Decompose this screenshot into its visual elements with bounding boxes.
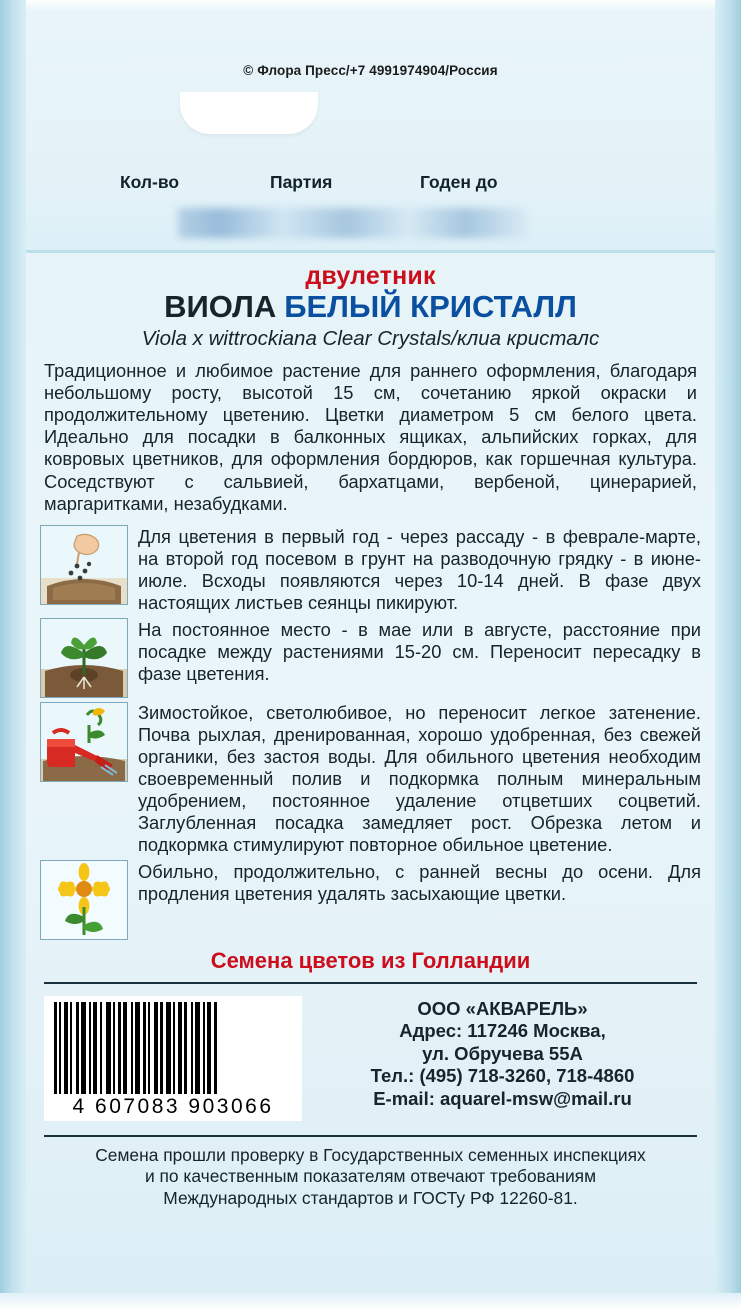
sowing-hand-icon: [40, 525, 128, 605]
barcode-digits: 4 607083 903066: [72, 1094, 274, 1118]
packet-bottom-edge: [0, 1293, 741, 1309]
company-info: [302, 996, 697, 1111]
certification-line-1: Семена прошли проверку в Государственных семенных инспекциях: [95, 1144, 646, 1165]
barcode-bars: [50, 1002, 296, 1094]
seedling-transplant-icon: [40, 618, 128, 698]
certification-note: [26, 1145, 715, 1210]
latin-name: Viola x wittrockiana Clear Crystals/клиа кристалс: [141, 326, 600, 350]
care-text-sowing: Для цветения в первый год - через рассаду - в феврале-марте, на второй год посевом в грунт на разводочную грядку - в июне-июле. Всходы появляются через 10-14 дней. В фазе двух настоящих листьев сеянцы пикируют.: [138, 526, 701, 613]
care-row-watering: [40, 702, 701, 856]
watering-can-icon: [40, 702, 128, 782]
flower-bloom-icon: [40, 860, 128, 940]
certification-line-2: и по качественным показателям отвечают требованиям: [144, 1166, 597, 1187]
certification-line-3: Международных стандартов и ГОСТу РФ 12260-81.: [163, 1188, 578, 1209]
field-label-batch: Партия: [270, 172, 333, 192]
care-instructions: [40, 525, 701, 939]
company-email: E-mail: aquarel-msw@mail.ru: [373, 1087, 632, 1109]
page-title: [26, 291, 715, 324]
care-text-transplant: На постоянное место - в мае или в августе, расстояние при посадке между растениями 15-20 см. Переносит пересадку в фазе цветения.: [138, 618, 701, 684]
packet-content: [26, 252, 715, 1293]
flap-notch: [180, 92, 318, 134]
title-cultivar: БЕЛЫЙ КРИСТАЛЛ: [284, 289, 577, 324]
divider-top: [44, 982, 697, 984]
field-label-quantity: Кол-во: [120, 172, 180, 192]
batch-fields: [120, 172, 620, 193]
packet-right-edge: [715, 0, 741, 1309]
divider-bottom: [44, 1135, 697, 1137]
blurred-batch-values: [178, 208, 528, 238]
copyright-line: © Флора Пресс/+7 4991974904/Россия: [243, 63, 498, 78]
company-address-line2: ул. Обручева 55А: [422, 1042, 583, 1064]
origin-line: Семена цветов из Голландии: [210, 947, 531, 973]
company-phone: Тел.: (495) 718-3260, 718-4860: [370, 1065, 635, 1087]
field-label-expiry: Годен до: [420, 172, 498, 192]
company-name: ООО «АКВАРЕЛЬ»: [417, 997, 588, 1019]
care-row-transplant: [40, 618, 701, 698]
title-genus: ВИОЛА: [164, 289, 277, 324]
barcode: [44, 996, 302, 1121]
packet-left-edge: [0, 0, 26, 1309]
description-text: Традиционное и любимое растение для раннего оформления, благодаря небольшому росту, высотой 15 см, сочетанию яркой окраски и продолжительному цветению. Цветки диаметром 5 см белого цвета. Идеально для посадки в балконных ящиках, альпийских горках, для ковровых цветников, для оформления бордюров, как горшечная культура. Соседствуют с сальвией, бархатцами, вербеной, цинерарией, маргаритками, незабудками.: [44, 359, 697, 514]
care-row-flowering: [40, 860, 701, 940]
care-text-flowering: Обильно, продолжительно, с ранней весны до осени. Для продления цветения удалять засыхающие цветки.: [138, 860, 701, 904]
company-address-line1: Адрес: 117246 Москва,: [399, 1020, 606, 1042]
plant-type-kicker: двулетник: [305, 262, 436, 290]
bottom-section: [44, 996, 697, 1121]
care-row-sowing: [40, 525, 701, 614]
care-text-watering: Зимостойкое, светолюбивое, но переносит легкое затенение. Почва рыхлая, дренированная, хорошо удобренная, без свежей органики, без застоя воды. Для обильного цветения необходим своевременный полив и подкормка полным минеральным удобрением, постоянное удаление отцветших соцветий. Заглубленная посадка замедляет рост. Обрезка летом и подкормка стимулируют повторное обильное цветение.: [138, 701, 701, 855]
